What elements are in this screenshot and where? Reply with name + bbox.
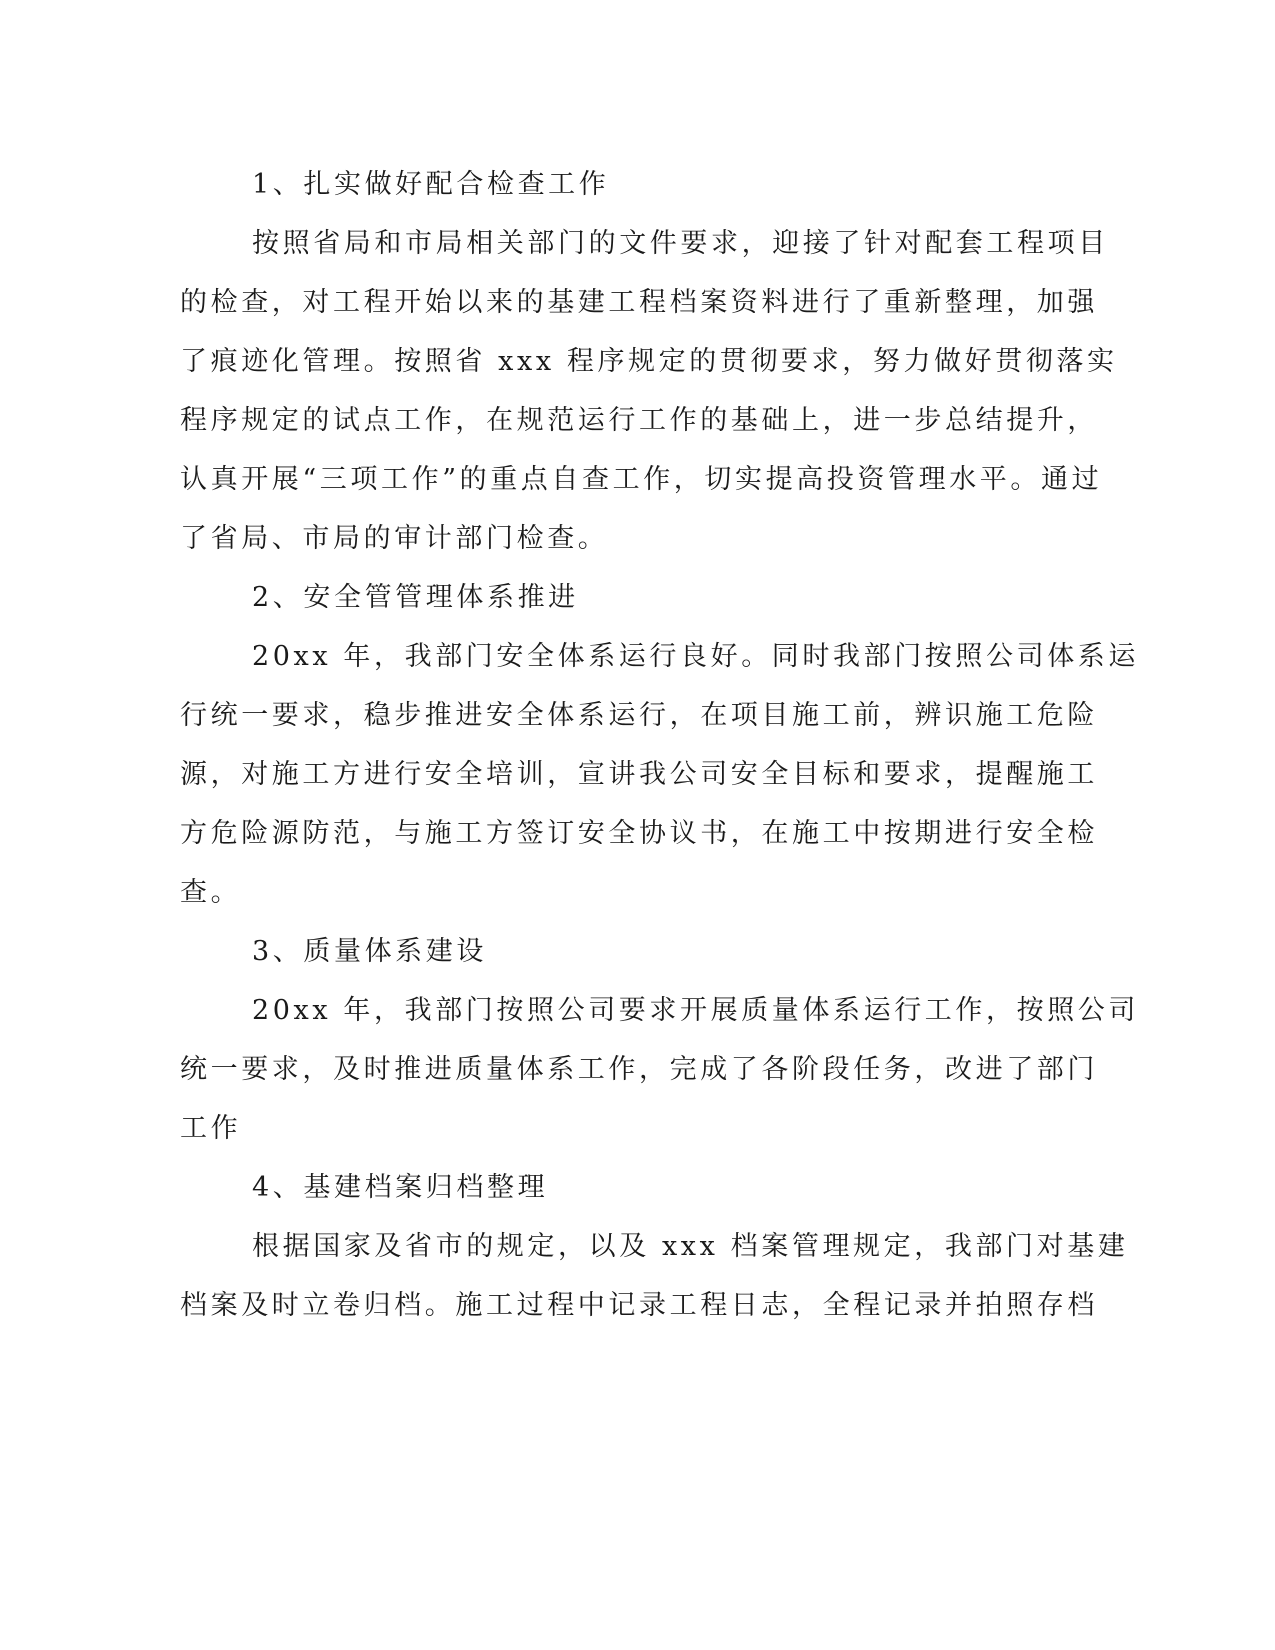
paragraph-line: 行统一要求，稳步推进安全体系运行，在项目施工前，辨识施工危险 xyxy=(180,700,1098,731)
paragraph-line: 方危险源防范，与施工方签订安全协议书，在施工中按期进行安全检 xyxy=(180,818,1098,849)
paragraph-line: 的检查，对工程开始以来的基建工程档案资料进行了重新整理，加强 xyxy=(180,287,1098,318)
paragraph-line: 20xx 年，我部门按照公司要求开展质量体系运行工作，按照公司 xyxy=(252,995,1139,1026)
section-heading-2: 2、安全管管理体系推进 xyxy=(252,582,579,613)
paragraph-line: 按照省局和市局相关部门的文件要求，迎接了针对配套工程项目 xyxy=(252,228,1109,259)
document-body xyxy=(180,155,1139,1335)
section-heading-3: 3、质量体系建设 xyxy=(252,936,487,967)
paragraph-line: 了痕迹化管理。按照省 xxx 程序规定的贯彻要求，努力做好贯彻落实 xyxy=(180,346,1118,377)
paragraph-line: 程序规定的试点工作，在规范运行工作的基础上，进一步总结提升， xyxy=(180,405,1098,436)
paragraph-line: 统一要求，及时推进质量体系工作，完成了各阶段任务，改进了部门 xyxy=(180,1054,1098,1085)
paragraph-line: 了省局、市局的审计部门检查。 xyxy=(180,523,609,554)
paragraph-line: 根据国家及省市的规定，以及 xxx 档案管理规定，我部门对基建 xyxy=(252,1231,1129,1262)
paragraph-line: 认真开展“三项工作”的重点自查工作，切实提高投资管理水平。通过 xyxy=(180,464,1103,495)
paragraph-line: 工作 xyxy=(180,1113,242,1144)
paragraph-line: 20xx 年，我部门安全体系运行良好。同时我部门按照公司体系运 xyxy=(252,641,1139,672)
paragraph-line: 档案及时立卷归档。施工过程中记录工程日志，全程记录并拍照存档 xyxy=(180,1290,1098,1321)
section-heading-4: 4、基建档案归档整理 xyxy=(252,1172,549,1203)
paragraph-line: 查。 xyxy=(180,877,242,908)
paragraph-line: 源，对施工方进行安全培训，宣讲我公司安全目标和要求，提醒施工 xyxy=(180,759,1098,790)
section-heading-1: 1、扎实做好配合检查工作 xyxy=(252,169,610,200)
